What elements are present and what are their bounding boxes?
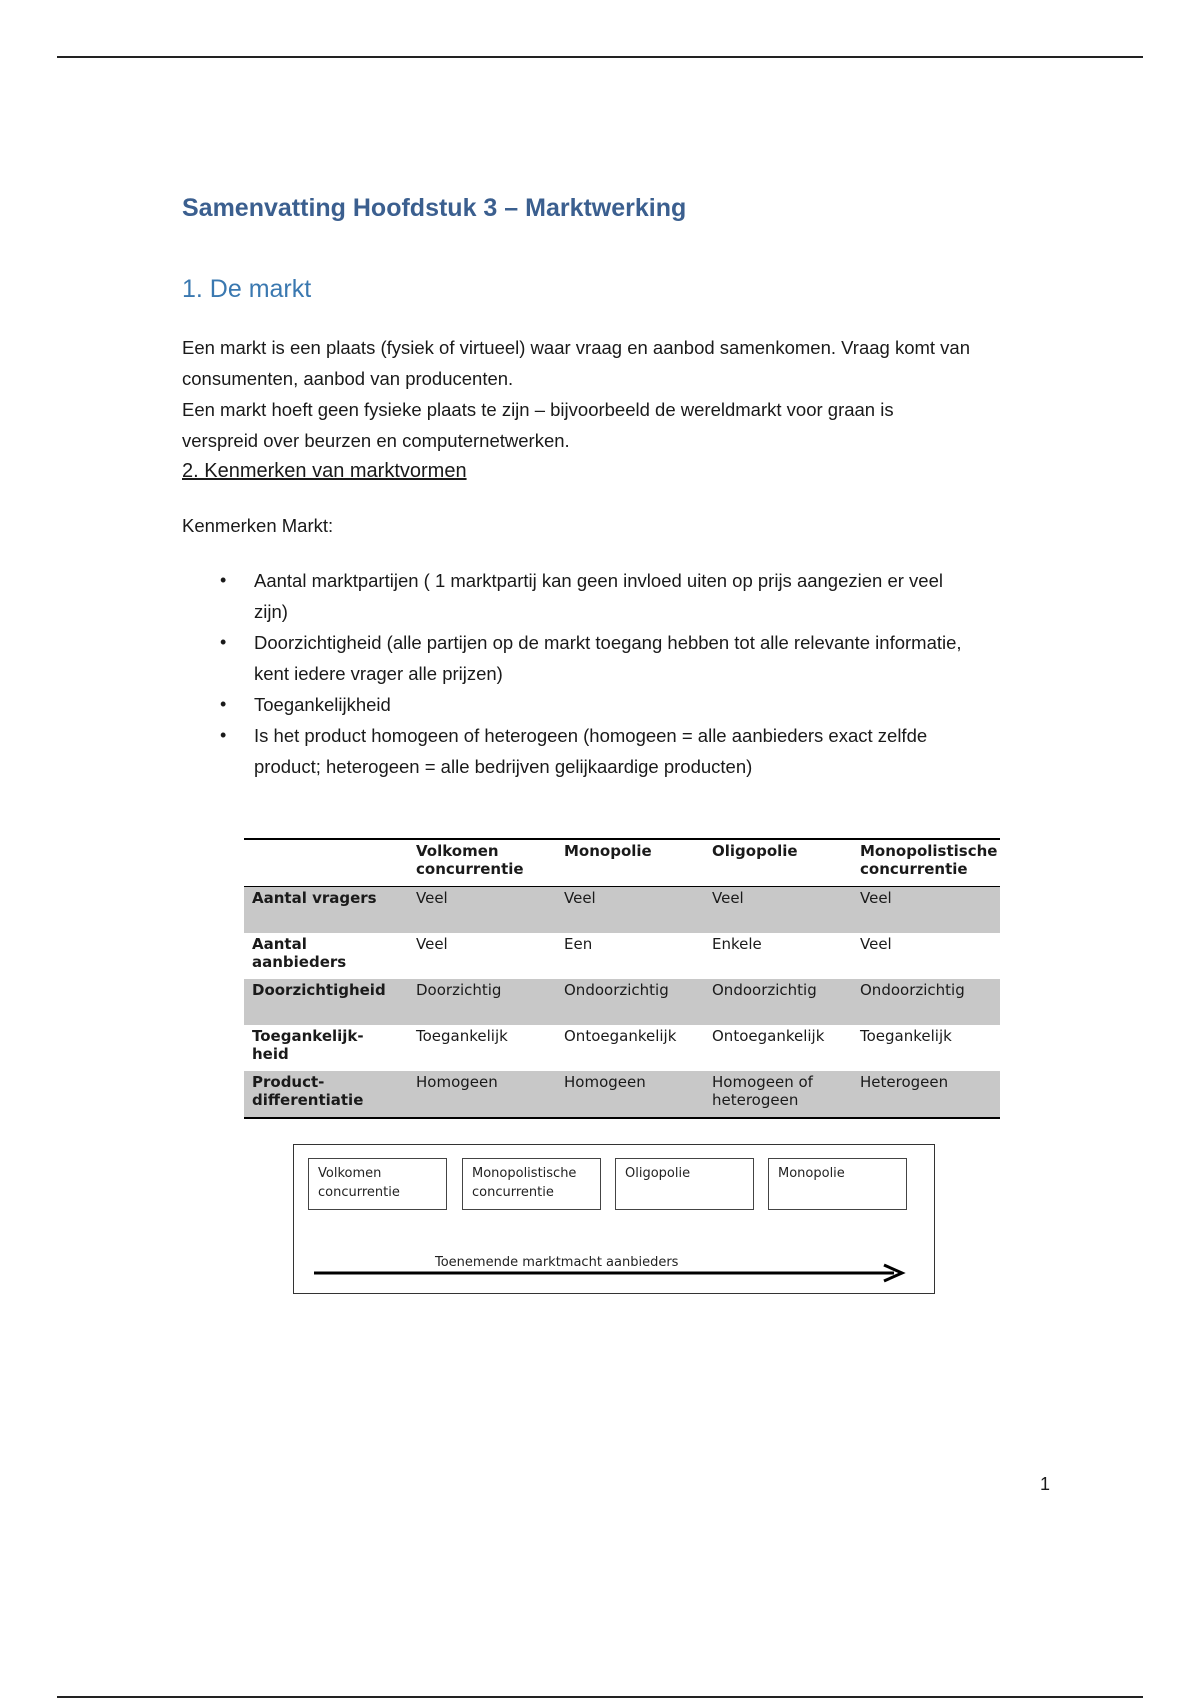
arrow-right-icon [314,1263,910,1283]
list-item: • Aantal marktpartijen ( 1 marktpartij kan geen invloed uiten op prijs aangezien er veel zijn) [182,565,1062,627]
table-row-label: Doorzichtigheid [244,979,408,1025]
header-rule [57,56,1143,58]
table-row-label: Aantal vragers [244,887,408,934]
table-cell: Veel [416,935,448,953]
table-cell: Veel [852,887,1000,934]
paragraph-fysieke-plaats: Een markt hoeft geen fysieke plaats te zijn – bijvoorbeeld de wereldmarkt voor graan is verspreid over beurzen en computernetwerken. [182,399,894,451]
document-title: Samenvatting Hoofdstuk 3 – Marktwerking [182,194,687,222]
section-heading-de-markt: 1. De markt [182,275,312,303]
table-row [244,1025,1000,1071]
table-header-cell [244,839,408,887]
table-row [244,887,1000,934]
bullet-icon: • [220,725,227,745]
table-cell: Homogeen [556,1071,704,1118]
table-cell: Toegankelijk [416,1027,508,1045]
kenmerken-list [182,565,1062,782]
table-cell: Veel [556,887,704,934]
page-number: 1 [1040,1474,1051,1494]
table-cell: Homogeen of heterogeen [704,1071,852,1118]
bullet-icon: • [220,570,227,590]
bullet-icon: • [220,694,227,714]
table-cell: Ontoegankelijk [712,1027,825,1045]
table-cell: Enkele [712,935,762,953]
table-row-label: Toegankelijk- heid [252,1027,364,1063]
table-cell: Toegankelijk [860,1027,952,1045]
kenmerken-label: Kenmerken Markt: [182,515,334,536]
footer-rule [57,1696,1143,1698]
table-header-cell: Oligopolie [704,839,852,887]
table-cell: Homogeen [408,1071,556,1118]
table-cell: Ontoegankelijk [564,1027,677,1045]
table-header-cell: Monopolie [556,839,704,887]
table-cell: Ondoorzichtig [852,979,1000,1025]
table-cell: Heterogeen [852,1071,1000,1118]
table-cell: Een [564,935,593,953]
section-heading-kenmerken: 2. Kenmerken van marktvormen [182,460,467,482]
table-row [244,979,1000,1025]
table-cell: Veel [408,887,556,934]
table-cell: Veel [860,935,892,953]
marktmacht-diagram [293,1144,935,1294]
table-row [244,933,1000,979]
table-row-label: Aantal aanbieders [252,935,347,971]
diagram-box-monopolistisch: Monopolistische concurrentie [462,1158,601,1210]
table-header-cell: Volkomen concurrentie [408,839,556,887]
marktvormen-table [244,838,1000,1119]
table-row [244,1071,1000,1118]
diagram-box-oligopolie: Oligopolie [615,1158,754,1210]
table-header-row [244,839,1000,887]
table-cell: Doorzichtig [408,979,556,1025]
diagram-box-monopolie: Monopolie [768,1158,907,1210]
arrow-label: Toenemende marktmacht aanbieders [435,1255,679,1270]
table-row-label: Product- differentiatie [244,1071,408,1118]
diagram-box-volkomen: Volkomen concurrentie [308,1158,447,1210]
paragraph-markt-definitie: Een markt is een plaats (fysiek of virtueel) waar vraag en aanbod samenkomen. Vraag komt van consumenten, aanbod van producenten. [182,337,971,389]
table-cell: Ondoorzichtig [556,979,704,1025]
list-item: • Is het product homogeen of heterogeen (homogeen = alle aanbieders exact zelfde product; heterogeen = alle bedrijven gelijkaardige producten) [182,720,1062,782]
table-cell: Ondoorzichtig [704,979,852,1025]
list-item: • Toegankelijkheid [182,689,1062,720]
list-item: • Doorzichtigheid (alle partijen op de markt toegang hebben tot alle relevante informatie, kent iedere vrager alle prijzen) [182,627,1062,689]
bullet-icon: • [220,632,227,652]
table-header-cell: Monopolistische concurrentie [852,839,1000,887]
table-cell: Veel [704,887,852,934]
